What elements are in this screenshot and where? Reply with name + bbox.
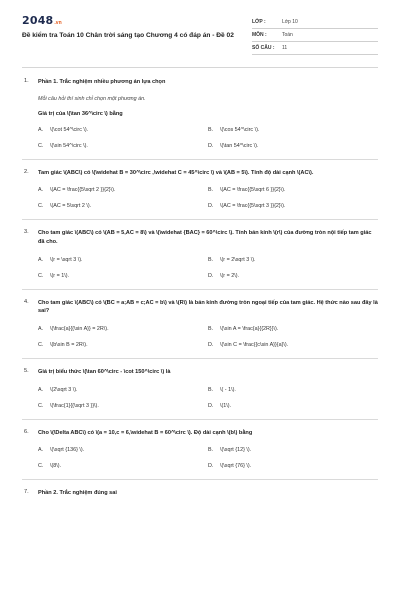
option-a[interactable]	[38, 447, 208, 453]
question-divider	[22, 219, 378, 220]
option-text: \(AC = \frac{{5\sqrt 6 }}{2}\).	[220, 187, 286, 194]
question-stem: Giá trị biểu thức \(\tan 60^\circ - \cot 150^\circ \) là	[38, 368, 171, 375]
option-text: \(\cot 54^\circ \).	[50, 126, 89, 133]
option-a[interactable]	[38, 257, 208, 263]
option-letter: B.	[208, 447, 214, 454]
option-text: \(r = 2\).	[220, 272, 240, 279]
question-divider	[22, 358, 378, 359]
option-letter: B.	[208, 126, 214, 133]
meta-label: SỐ CÂU :	[252, 45, 275, 51]
option-text: \(r = 2\sqrt 3 \).	[220, 256, 256, 263]
option-a[interactable]	[38, 387, 208, 393]
option-text: \(\sin A = \frac{a}{{2R}}\).	[220, 325, 279, 332]
option-letter: C.	[38, 402, 44, 409]
option-letter: D.	[208, 142, 214, 149]
question-3	[22, 229, 378, 278]
option-c[interactable]	[38, 143, 208, 149]
question-number: 3.	[24, 229, 29, 236]
question-divider	[22, 289, 378, 290]
answer-options	[38, 187, 378, 209]
question-stem: Cho tam giác \(ABC\) có \(BC = a;AB = c;AC = b\) và \(R\) là bán kính đường tròn ngoại tiếp của tam giác. Hệ thức nào sau đây là sai?	[38, 299, 378, 315]
option-letter: D.	[208, 402, 214, 409]
option-letter: C.	[38, 203, 44, 210]
option-letter: D.	[208, 341, 214, 348]
option-letter: B.	[208, 256, 214, 263]
option-text: \(\sqrt {136} \).	[50, 447, 85, 454]
option-d[interactable]	[208, 143, 378, 149]
answer-options	[38, 257, 378, 279]
document-header	[22, 14, 378, 55]
question-divider	[22, 479, 378, 480]
meta-value: 11	[282, 45, 288, 51]
option-letter: D.	[208, 203, 214, 210]
option-a[interactable]	[38, 187, 208, 193]
question-stem: Tam giác \(ABC\) có \(\widehat B = 30^\circ ,\widehat C = 45^\circ \) và \(AB = 5\). Tính độ dài cạnh \(AC\).	[38, 169, 314, 176]
option-text: \(2\sqrt 3 \).	[50, 386, 78, 393]
question-number: 1.	[24, 78, 29, 84]
logo-main-text: 2048	[22, 14, 54, 27]
option-letter: A.	[38, 386, 44, 393]
option-letter: B.	[208, 187, 214, 194]
option-c[interactable]	[38, 342, 208, 348]
option-text: \(\cos 54^\circ \).	[220, 126, 260, 133]
option-b[interactable]	[208, 387, 378, 393]
option-c[interactable]	[38, 273, 208, 279]
section-heading: Phần 1. Trắc nghiệm nhiều phương án lựa chọn	[38, 79, 166, 85]
answer-options	[38, 447, 378, 469]
answer-options	[38, 326, 378, 348]
option-text: \(8\).	[50, 463, 62, 470]
option-text: \(\tan 54^\circ \).	[220, 142, 259, 149]
question-divider	[22, 419, 378, 420]
option-text: \(AC = \frac{{5\sqrt 3 }}{2}\).	[220, 203, 286, 210]
option-b[interactable]	[208, 447, 378, 453]
meta-label: MÔN :	[252, 32, 267, 38]
option-d[interactable]	[208, 342, 378, 348]
question-stem: Giá trị của \(\tan 36^\circ \) bằng	[38, 110, 123, 117]
option-text: \(\frac{1}{{\sqrt 3 }}\).	[50, 402, 99, 409]
option-letter: C.	[38, 463, 44, 470]
option-text: \(\frac{a}{{\sin A}} = 2R\).	[50, 325, 109, 332]
question-number: 6.	[24, 428, 29, 435]
question-number: 2.	[24, 168, 29, 175]
meta-value: Toán	[282, 32, 293, 38]
option-b[interactable]	[208, 257, 378, 263]
option-letter: C.	[38, 341, 44, 348]
answer-options	[38, 387, 378, 409]
option-a[interactable]	[38, 127, 208, 133]
option-d[interactable]	[208, 203, 378, 209]
option-c[interactable]	[38, 463, 208, 469]
option-text: \(r = \sqrt 3 \).	[50, 256, 83, 263]
option-d[interactable]	[208, 273, 378, 279]
option-letter: A.	[38, 447, 44, 454]
option-letter: D.	[208, 463, 214, 470]
option-text: \( - 1\).	[220, 386, 236, 393]
question-number: 5.	[24, 367, 29, 374]
question-stem: Cho tam giác \(ABC\) có \(AB = 5,AC = 8\) và \(\widehat {BAC} = 60^\circ \). Tính bán kính \(r\) của đường tròn nội tiếp tam giác đã cho.	[38, 230, 372, 245]
question-6	[22, 429, 378, 470]
option-text: \(\sqrt {12} \).	[220, 447, 252, 454]
question-number: 4.	[24, 298, 29, 305]
meta-row-question-count	[252, 42, 378, 55]
meta-row-class	[252, 16, 378, 29]
option-a[interactable]	[38, 326, 208, 332]
option-d[interactable]	[208, 403, 378, 409]
option-text: \(AC = \frac{{5\sqrt 2 }}{2}\).	[50, 187, 116, 194]
option-letter: D.	[208, 272, 214, 279]
meta-value: Lớp 10	[282, 19, 298, 25]
option-letter: B.	[208, 386, 214, 393]
section-instruction: Mỗi câu hỏi thí sinh chỉ chọn một phương án.	[38, 95, 146, 102]
question-4	[22, 299, 378, 348]
option-text: \(\sqrt {76} \).	[220, 463, 252, 470]
option-b[interactable]	[208, 127, 378, 133]
option-text: \(r = 1\).	[50, 272, 70, 279]
option-d[interactable]	[208, 463, 378, 469]
section-heading: Phần 2. Trắc nghiệm đúng sai	[38, 490, 117, 497]
option-text: \(b\sin B = 2R\).	[50, 341, 88, 348]
option-letter: A.	[38, 256, 44, 263]
option-letter: B.	[208, 325, 214, 332]
document-title: Đề kiểm tra Toán 10 Chân trời sáng tạo Chương 4 có đáp án - Đề 02	[22, 32, 234, 39]
question-stem: Cho \(\Delta ABC\) có \(a = 10,c = 6,\widehat B = 60^\circ \). Độ dài cạnh \(b\) bằng	[38, 429, 253, 436]
option-b[interactable]	[208, 187, 378, 193]
option-c[interactable]	[38, 403, 208, 409]
brand-block	[22, 14, 252, 41]
meta-row-subject	[252, 29, 378, 42]
question-1	[22, 78, 378, 149]
option-text: \(1\).	[220, 402, 232, 409]
option-c[interactable]	[38, 203, 208, 209]
site-logo[interactable]	[22, 14, 252, 27]
meta-table	[252, 16, 378, 55]
option-text: \(\sin C = \frac{{c\sin A}}{a}\).	[220, 341, 289, 348]
question-7	[22, 489, 378, 498]
question-number: 7.	[24, 489, 29, 496]
logo-domain-text: .vn	[54, 20, 62, 26]
question-2	[22, 169, 378, 210]
option-letter: C.	[38, 272, 44, 279]
question-divider	[22, 159, 378, 160]
option-letter: A.	[38, 325, 44, 332]
option-letter: C.	[38, 142, 44, 149]
option-text: \(AC = 5\sqrt 2 \).	[50, 203, 92, 210]
option-letter: A.	[38, 187, 44, 194]
answer-options	[38, 127, 378, 149]
meta-label: LỚP :	[252, 19, 266, 25]
question-5	[22, 368, 378, 409]
option-b[interactable]	[208, 326, 378, 332]
option-text: \(\sin 54^\circ \).	[50, 142, 88, 149]
option-letter: A.	[38, 126, 44, 133]
